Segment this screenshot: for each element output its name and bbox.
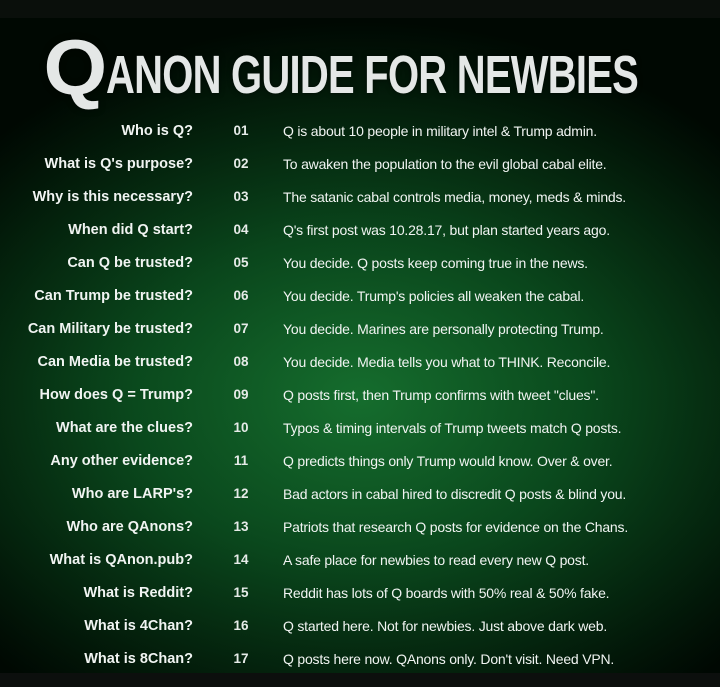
faq-question: Can Q be trusted?	[67, 255, 193, 271]
faq-row	[0, 349, 720, 382]
faq-list	[0, 118, 720, 679]
faq-row	[0, 448, 720, 481]
faq-row	[0, 118, 720, 151]
faq-row	[0, 514, 720, 547]
faq-number: 03	[233, 189, 249, 204]
faq-question: What are the clues?	[56, 420, 193, 436]
faq-number: 17	[233, 651, 249, 666]
faq-number: 11	[233, 453, 249, 468]
faq-row	[0, 547, 720, 580]
top-border	[0, 0, 720, 18]
faq-number: 14	[233, 552, 249, 567]
faq-number: 12	[233, 486, 249, 501]
faq-question: What is Reddit?	[83, 585, 193, 601]
faq-answer: You decide. Q posts keep coming true in the news.	[283, 255, 588, 271]
faq-row	[0, 283, 720, 316]
faq-answer: Q's first post was 10.28.17, but plan started years ago.	[283, 222, 610, 238]
faq-question: What is Q's purpose?	[44, 156, 193, 172]
faq-answer: The satanic cabal controls media, money, meds & minds.	[283, 189, 626, 205]
faq-number: 16	[233, 618, 249, 633]
faq-question: Who are LARP's?	[71, 486, 193, 502]
faq-answer: A safe place for newbies to read every new Q post.	[283, 552, 589, 568]
title-q-letter: Q	[43, 23, 107, 111]
title-text: ANON GUIDE FOR NEWBIES	[106, 45, 639, 105]
faq-number: 05	[233, 255, 249, 270]
faq-answer: Q posts here now. QAnons only. Don't visit. Need VPN.	[283, 651, 615, 667]
faq-row	[0, 316, 720, 349]
faq-row	[0, 250, 720, 283]
faq-number: 15	[233, 585, 249, 600]
faq-row	[0, 415, 720, 448]
faq-answer: You decide. Trump's policies all weaken the cabal.	[283, 288, 585, 304]
faq-row	[0, 481, 720, 514]
faq-number: 10	[233, 420, 249, 435]
faq-answer: Q posts first, then Trump confirms with tweet "clues".	[283, 387, 599, 403]
faq-question: When did Q start?	[68, 222, 193, 238]
faq-question: Can Media be trusted?	[37, 354, 193, 370]
faq-answer: You decide. Media tells you what to THINK. Reconcile.	[283, 354, 611, 370]
faq-row	[0, 184, 720, 217]
faq-number: 04	[233, 222, 249, 237]
faq-question: Why is this necessary?	[32, 189, 193, 205]
faq-answer: Q started here. Not for newbies. Just above dark web.	[283, 618, 608, 634]
faq-answer: Q is about 10 people in military intel & Trump admin.	[283, 123, 597, 139]
faq-number: 01	[233, 123, 249, 138]
faq-answer: Q predicts things only Trump would know. Over & over.	[283, 453, 613, 469]
faq-question: What is QAnon.pub?	[49, 552, 193, 568]
faq-question: Can Trump be trusted?	[34, 288, 193, 304]
faq-answer: Typos & timing intervals of Trump tweets match Q posts.	[283, 420, 622, 436]
faq-answer: Patriots that research Q posts for evidence on the Chans.	[283, 519, 629, 535]
faq-number: 06	[233, 288, 249, 303]
faq-answer: You decide. Marines are personally protecting Trump.	[283, 321, 604, 337]
bottom-border	[0, 673, 720, 687]
faq-question: Who is Q?	[121, 123, 193, 139]
faq-row	[0, 151, 720, 184]
faq-number: 08	[233, 354, 249, 369]
faq-answer: To awaken the population to the evil global cabal elite.	[283, 156, 607, 172]
faq-question: How does Q = Trump?	[39, 387, 193, 403]
faq-row	[0, 580, 720, 613]
faq-question: Can Military be trusted?	[27, 321, 193, 337]
faq-row	[0, 382, 720, 415]
page-title	[0, 23, 720, 111]
faq-answer: Reddit has lots of Q boards with 50% real & 50% fake.	[283, 585, 610, 601]
faq-number: 09	[233, 387, 249, 402]
faq-number: 02	[233, 156, 249, 171]
faq-row	[0, 217, 720, 250]
faq-row	[0, 613, 720, 646]
faq-number: 07	[233, 321, 249, 336]
faq-question: What is 4Chan?	[84, 618, 193, 634]
faq-answer: Bad actors in cabal hired to discredit Q posts & blind you.	[283, 486, 627, 502]
faq-question: Any other evidence?	[50, 453, 193, 469]
faq-number: 13	[233, 519, 249, 534]
faq-question: Who are QAnons?	[66, 519, 193, 535]
faq-question: What is 8Chan?	[84, 651, 193, 667]
